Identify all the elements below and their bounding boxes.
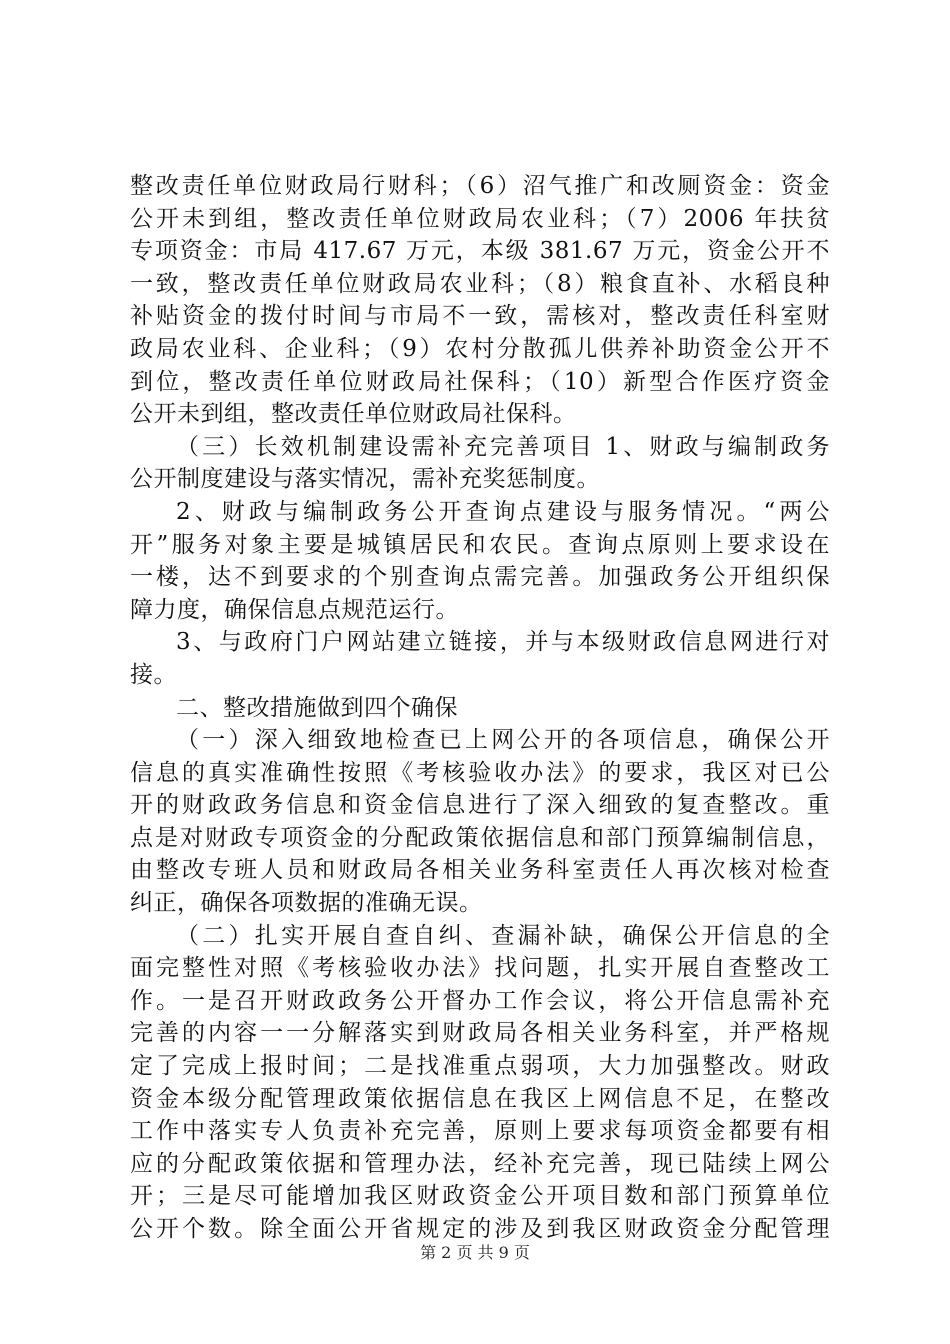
text-line: 定了完成上报时间；二是找准重点弱项，大力加强整改。财政: [130, 1053, 830, 1080]
text-line: 开”服务对象主要是城镇居民和农民。查询点原则上要求设在: [130, 531, 830, 558]
text-line: 纠正，确保各项数据的准确无误。: [130, 890, 483, 917]
text-line: 作。一是召开财政政务公开督办工作会议，将公开信息需补充: [130, 987, 830, 1014]
text-line: 二、整改措施做到四个确保: [176, 694, 458, 721]
text-line: 公开未到组，整改责任单位财政局农业科；（7）2006 年扶贫: [130, 205, 830, 232]
text-line: 整改责任单位财政局行财科；（6）沼气推广和改厕资金：资金: [130, 173, 830, 199]
document-body: [130, 170, 830, 1246]
text-line: 到位，整改责任单位财政局社保科；（10）新型合作医疗资金: [130, 368, 830, 395]
text-line: 开；三是尽可能增加我区财政资金公开项目数和部门预算单位: [130, 1183, 830, 1210]
text-line: 应的分配政策依据和管理办法，经补充完善，现已陆续上网公: [130, 1150, 830, 1177]
text-line: （一）深入细致地检查已上网公开的各项信息，确保公开: [176, 727, 830, 754]
text-line: 公开个数。除全面公开省规定的涉及到我区财政资金分配管理: [130, 1216, 830, 1242]
text-line: 2、财政与编制政务公开查询点建设与服务情况。“两公: [176, 498, 830, 525]
text-line: 一致，整改责任单位财政局农业科；（8）粮食直补、水稻良种: [130, 270, 830, 297]
text-line: 公开制度建设与落实情况，需补充奖惩制度。: [130, 466, 600, 493]
text-line: 3、与政府门户网站建立链接，并与本级财政信息网进行对: [176, 629, 830, 656]
text-line: 点是对财政专项资金的分配政策依据信息和部门预算编制信息，: [130, 824, 830, 851]
text-line: 一楼，达不到要求的个别查询点需完善。加强政务公开组织保: [130, 564, 830, 591]
text-line: （三）长效机制建设需补充完善项目 1、财政与编制政务: [176, 433, 830, 460]
text-line: 补贴资金的拨付时间与市局不一致，需核对，整改责任科室财: [130, 303, 830, 330]
text-line: 开的财政政务信息和资金信息进行了深入细致的复查整改。重: [130, 792, 830, 819]
text-line: 障力度，确保信息点规范运行。: [130, 596, 459, 623]
text-line: 信息的真实准确性按照《考核验收办法》的要求，我区对已公: [130, 759, 830, 786]
text-line: 面完整性对照《考核验收办法》找问题，扎实开展自查整改工: [130, 955, 830, 982]
page-footer: 第 2 页 共 9 页: [420, 1243, 530, 1262]
text-line: 公开未到组，整改责任单位财政局社保科。: [130, 401, 577, 428]
text-line: 政局农业科、企业科；（9）农村分散孤儿供养补助资金公开不: [130, 335, 830, 362]
text-line: 专项资金：市局 417.67 万元，本级 381.67 万元，资金公开不: [130, 238, 830, 265]
text-line: 完善的内容一一分解落实到财政局各相关业务科室，并严格规: [130, 1020, 830, 1047]
text-line: 由整改专班人员和财政局各相关业务科室责任人再次核对检查: [130, 857, 830, 884]
text-line: 接。: [130, 661, 177, 688]
text-line: 资金本级分配管理政策依据信息在我区上网信息不足，在整改: [130, 1085, 830, 1112]
text-line: 工作中落实专人负责补充完善，原则上要求每项资金都要有相: [130, 1118, 830, 1145]
text-line: （二）扎实开展自查自纠、查漏补缺，确保公开信息的全: [176, 922, 830, 949]
